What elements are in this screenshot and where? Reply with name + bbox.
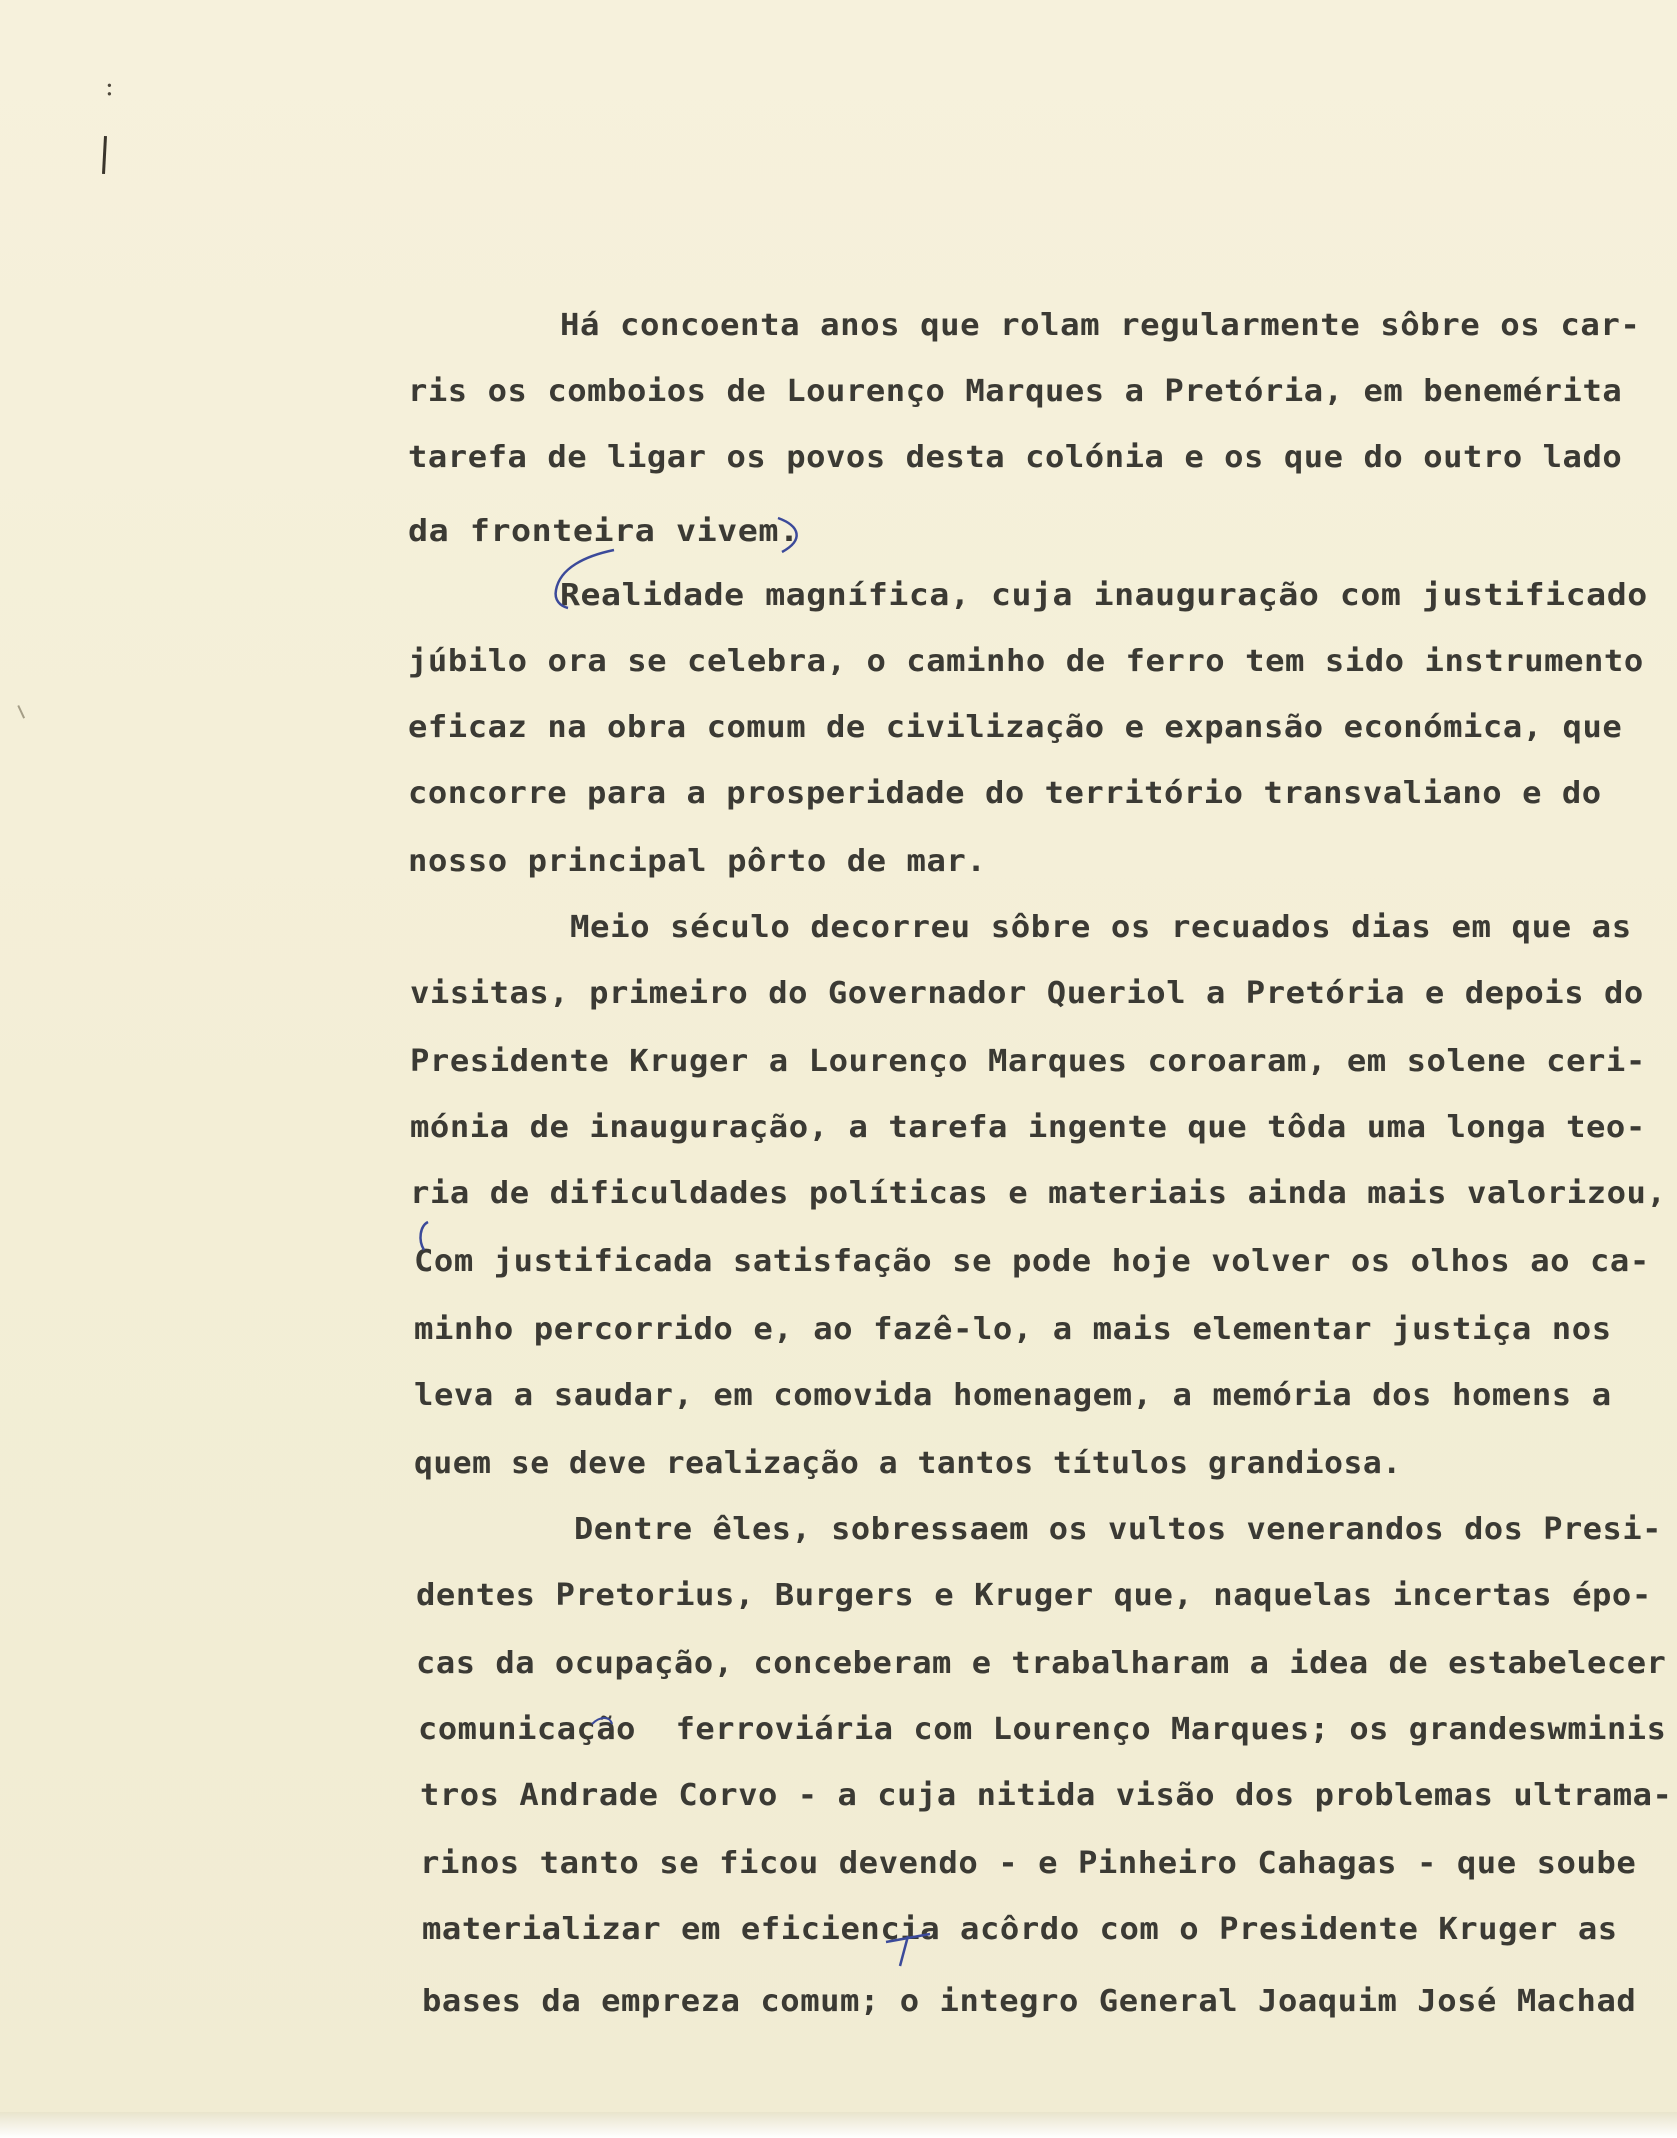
- text-line: ris os comboios de Lourenço Marques a Pretória, em benemérita: [408, 374, 1623, 409]
- text-line: rinos tanto se ficou devendo - e Pinheiro Cahagas - que soube: [420, 1846, 1637, 1881]
- text-line: ria de dificuldades políticas e materiais ainda mais valorizou,: [410, 1176, 1667, 1211]
- text-line: minho percorrido e, ao fazê-lo, a mais elementar justiça nos: [414, 1312, 1612, 1347]
- text-line: eficaz na obra comum de civilização e expansão económica, que: [408, 710, 1623, 745]
- text-line: Presidente Kruger a Lourenço Marques coroaram, em solene ceri-: [410, 1044, 1646, 1079]
- margin-tick-mark: [102, 136, 107, 174]
- text-line: bases da empreza comum; o integro General Joaquim José Machad: [422, 1984, 1637, 2019]
- text-line: Com justificada satisfação se pode hoje volver os olhos ao ca-: [414, 1244, 1650, 1279]
- margin-dots: :: [105, 72, 114, 102]
- text-line: quem se deve realização a tantos títulos grandiosa.: [414, 1446, 1402, 1481]
- text-line: Meio século decorreu sôbre os recuados dias em que as: [570, 910, 1632, 945]
- text-line: mónia de inauguração, a tarefa ingente que tôda uma longa teo-: [410, 1110, 1646, 1145]
- text-line: Dentre êles, sobressaem os vultos venerandos dos Presi-: [574, 1512, 1662, 1547]
- text-line: júbilo ora se celebra, o caminho de ferro tem sido instrumento: [408, 644, 1644, 679]
- text-line: Realidade magnífica, cuja inauguração com justificado: [560, 578, 1648, 613]
- text-line: Há concoenta anos que rolam regularmente sôbre os car-: [560, 308, 1641, 343]
- text-line: tros Andrade Corvo - a cuja nitida visão dos problemas ultrama-: [420, 1778, 1673, 1813]
- text-line: da fronteira vivem.: [408, 514, 800, 549]
- text-line: materializar em eficiencia acôrdo com o Presidente Kruger as: [422, 1912, 1618, 1947]
- margin-stray-mark: [17, 703, 28, 718]
- page-bottom-edge: [0, 2112, 1677, 2138]
- text-line: concorre para a prosperidade do território transvaliano e do: [408, 776, 1602, 811]
- text-line: dentes Pretorius, Burgers e Kruger que, naquelas incertas épo-: [416, 1578, 1652, 1613]
- text-line: comunicação ferroviária com Lourenço Marques; os grandeswminis: [418, 1712, 1667, 1747]
- text-line: cas da ocupação, conceberam e trabalharam a idea de estabelecer: [416, 1646, 1667, 1681]
- text-line: nosso principal pôrto de mar.: [408, 844, 987, 879]
- text-line: visitas, primeiro do Governador Queriol a Pretória e depois do: [410, 976, 1644, 1011]
- text-line: tarefa de ligar os povos desta colónia e os que do outro lado: [408, 440, 1623, 475]
- text-line: leva a saudar, em comovida homenagem, a memória dos homens a: [414, 1378, 1612, 1413]
